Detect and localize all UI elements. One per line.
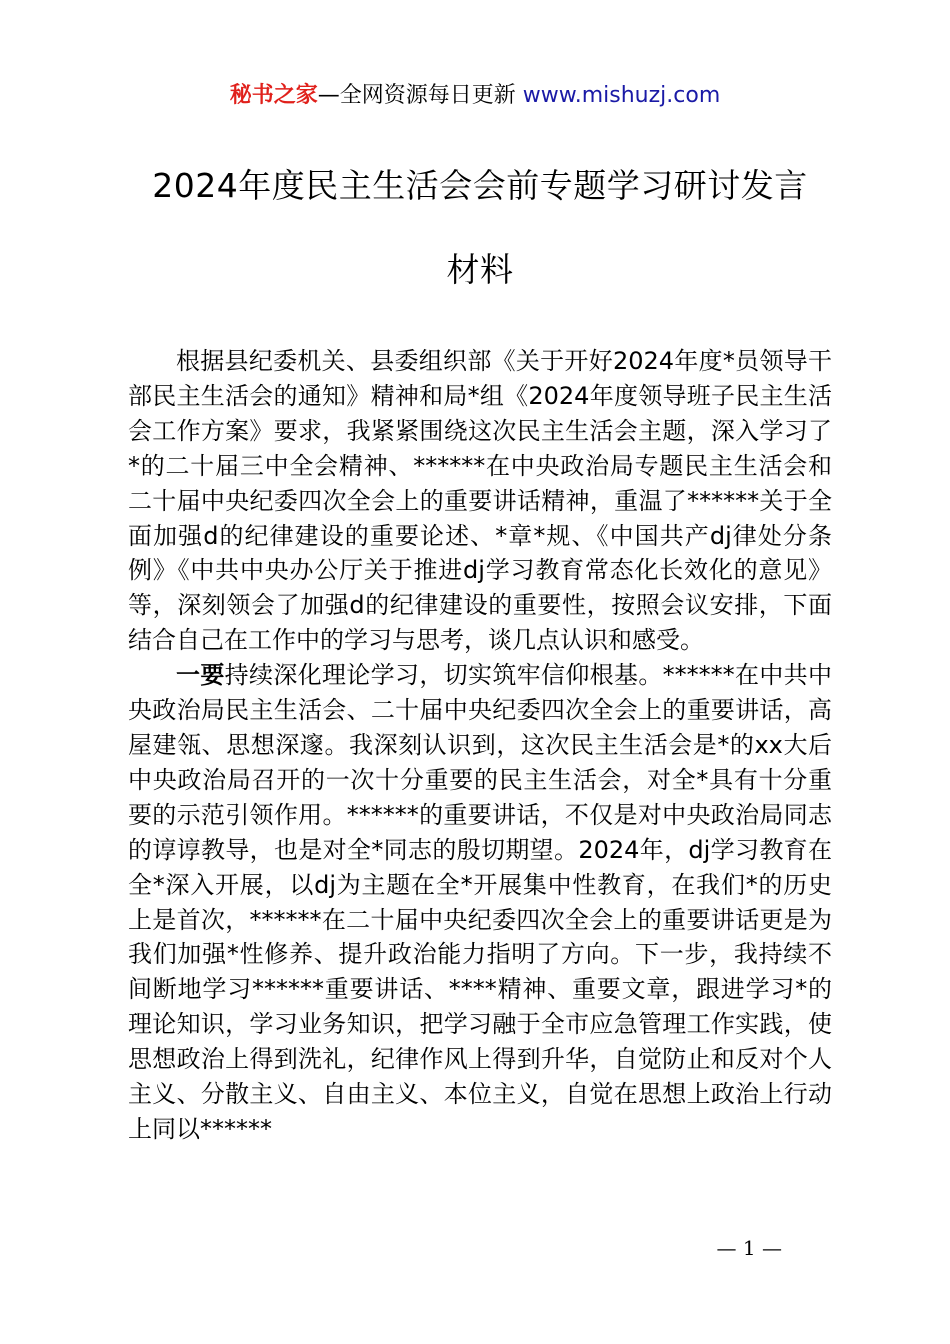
paragraph-section-1-lead: 一要 — [176, 661, 225, 690]
paragraph-section-1 — [128, 658, 832, 1147]
site-header — [0, 78, 950, 114]
page-number — [0, 1234, 950, 1262]
document-body — [128, 344, 832, 1147]
site-brand: 秘书之家 — [229, 83, 318, 108]
document-title — [130, 162, 830, 330]
document-title-line-1: 2024年度民主生活会会前专题学习研讨发言 — [152, 166, 808, 205]
site-tagline: —全网资源每日更新 — [317, 83, 516, 108]
paragraph-intro — [128, 344, 832, 658]
page-number-label: — 1 — — [716, 1236, 782, 1260]
document-title-line-2: 材料 — [446, 250, 514, 289]
paragraph-intro-text: 根据县纪委机关、县委组织部《关于开好2024年度*员领导干部民主生活会的通知》精神和局*组《2024年度领导班子民主生活会工作方案》要求，我紧紧围绕这次民主生活会主题，深入学习了*的二十届三中全会精神、******在中央政治局专题民主生活会和二十届中央纪委四次全会上的重要讲话精神，重温了******关于全面加强d的纪律建设的重要论述、*章*规、《中国共产dj律处分条例》《中共中央办公厅关于推进dj学习教育常态化长效化的意见》等，深刻领会了加强d的纪律建设的重要性，按照会议安排，下面结合自己在工作中的学习与思考，谈几点认识和感受。 — [128, 347, 832, 655]
site-url-link[interactable]: www.mishuzj.com — [522, 83, 721, 108]
paragraph-section-1-text: 持续深化理论学习，切实筑牢信仰根基。******在中共中央政治局民主生活会、二十届中央纪委四次全会上的重要讲话，高屋建瓴、思想深邃。我深刻认识到，这次民主生活会是*的xx大后中央政治局召开的一次十分重要的民主生活会，对全*具有十分重要的示范引领作用。******的重要讲话，不仅是对中央政治局同志的谆谆教导，也是对全*同志的殷切期望。2024年，dj学习教育在全*深入开展，以dj为主题在全*开展集中性教育，在我们*的历史上是首次，******在二十届中央纪委四次全会上的重要讲话更是为我们加强*性修养、提升政治能力指明了方向。下一步，我持续不间断地学习******重要讲话、****精神、重要文章，跟进学习*的理论知识，学习业务知识，把学习融于全市应急管理工作实践，使思想政治上得到洗礼，纪律作风上得到升华，自觉防止和反对个人主义、分散主义、自由主义、本位主义，自觉在思想上政治上行动上同以****** — [128, 661, 833, 1143]
